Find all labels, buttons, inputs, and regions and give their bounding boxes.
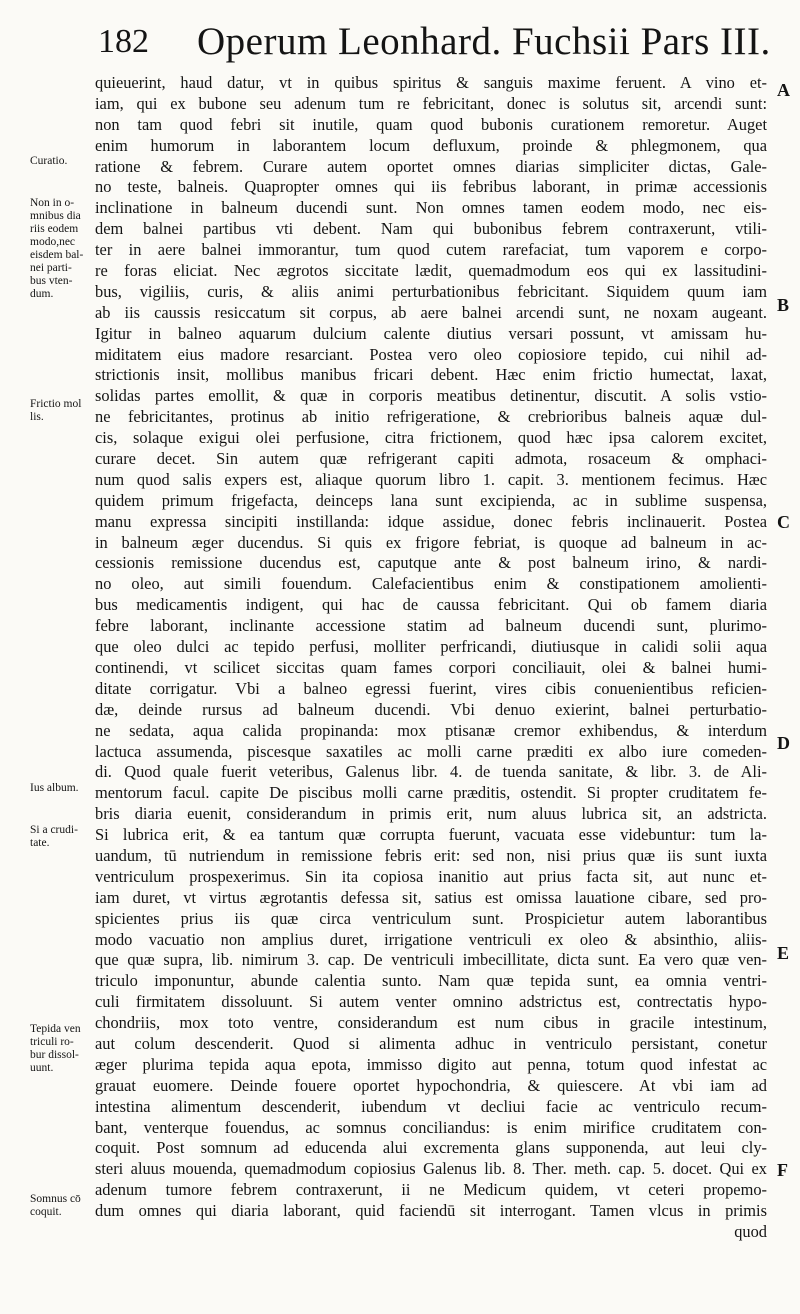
text-line: miditatem eius madore resarciant. Postea vero oleo copiosiore tepido, cui nihil ad- <box>95 344 767 364</box>
text-line: ditate corrigatur. Vbi a balneo egressi fuerint, vires cibis conuenientibus reficien- <box>95 678 767 698</box>
body-text <box>95 73 767 1303</box>
margin-note-line: riis eodem <box>30 223 79 235</box>
text-line: ter in aere balnei immorantur, tum quod cutem rarefaciat, tum vaporem e corpo- <box>95 240 767 260</box>
text-line: re foras eliciat. Nec ægrotos siccitate lædit, quemadmodum eos qui ex lassitudini- <box>95 261 767 281</box>
text-line: bus, vigiliis, curis, & aliis animi perturbationibus febricitant. Siquidem quum iam <box>95 281 767 301</box>
text-line: ratione & febrem. Curare autem oportet omnes diarias simpliciter dictas, Gale- <box>95 156 767 176</box>
section-letter: A <box>777 80 790 100</box>
margin-note <box>30 1023 100 1075</box>
text-line: in balneum æger ducendus. Si quis ex frigore febriat, is quoque ad balneum in ac- <box>95 532 767 552</box>
text-line: triculo imponuntur, abunde calentia sunto. Nam quæ tepida sunt, ea omnia ventri- <box>95 971 767 991</box>
text-line: curare decet. Sin autem quæ refrigerant capiti admota, rosaceum & omphaci- <box>95 449 767 469</box>
margin-note-line: Somnus cō <box>30 1193 81 1205</box>
text-line: Si lubrica erit, & ea tantum quæ corrupta fuerunt, vacuata esse videbuntur: tum la- <box>95 825 767 845</box>
text-line: dum omnes qui diaria laborant, quid faciendū sit interrogant. Tamen vlcus in primis <box>95 1201 767 1221</box>
text-line: que oleo dulci ac tepido perfusi, molliter perfricandi, diutiusque in calidi solii aqua <box>95 637 767 657</box>
text-line: lactuca assumenda, piscesque saxatiles ac molli carne præditi ex albo iure comeden- <box>95 741 767 761</box>
margin-note-line: tate. <box>30 837 50 849</box>
text-line: iam, qui ex bubone seu adenum tum re febricitant, donec is solutus sit, arcendi sunt: <box>95 93 767 113</box>
text-line: mentorum facul. capite De piscibus molli carne præditis, ostendit. Si propter cruditatem fe- <box>95 783 767 803</box>
margin-note-line: Frictio mol <box>30 398 82 410</box>
section-letter: F <box>777 1160 788 1180</box>
margin-note-line: triculi ro- <box>30 1036 74 1048</box>
text-line: spicientes prius iis quæ circa ventriculum sunt. Prospicietur autem laborantibus <box>95 908 767 928</box>
section-letter: B <box>777 295 790 315</box>
margin-note <box>30 824 100 850</box>
text-line: æger plurima tepida aqua epota, immisso digito aut penna, totum quod infestat ac <box>95 1054 767 1074</box>
margin-notes <box>0 0 90 1314</box>
text-line: adenum tumore febrem contraxerunt, ii ne Medicum quidem, vt ceteri propemo- <box>95 1180 767 1200</box>
page-header <box>92 18 792 70</box>
text-line: bris diaria euenit, considerandum in primis erit, num aluus lubrica sit, an adstricta. <box>95 804 767 824</box>
text-line: quod <box>734 1221 767 1241</box>
margin-note-line: Non in o- <box>30 197 75 209</box>
text-line: ne febricitantes, protinus ab initio refrigeratione, & crebrioribus balneis aquæ dul- <box>95 407 767 427</box>
text-line: num quod salis expers est, aliaque quorum libro 1. capit. 3. mentionem fecimus. Hæc <box>95 469 767 489</box>
margin-note-line: lis. <box>30 411 44 423</box>
margin-note-line: modo,nec <box>30 236 76 248</box>
text-line: enim humorum in laborantem locum defluxum, proinde & phlegmonem, qua <box>95 135 767 155</box>
page-number: 182 <box>98 23 149 60</box>
margin-note-line: dum. <box>30 288 54 300</box>
text-line: intestina alimentum descenderit, iubendum vt decliui facie ac ventriculo recum- <box>95 1096 767 1116</box>
margin-note-line: bur dissol- <box>30 1049 79 1061</box>
text-line: bant, venterque fouendus, ac somnus conciliandus: is enim mirifice cruditatem con- <box>95 1117 767 1137</box>
text-line: aut colum descenderit. Quod si alimenta adhuc in ventriculo persistant, conetur <box>95 1033 767 1053</box>
text-line: non tam quod febri sit inutile, quam quod bubonis curationem remoretur. Auget <box>95 114 767 134</box>
margin-note-line: Si a crudi- <box>30 824 78 836</box>
margin-note-line: bus vten- <box>30 275 73 287</box>
text-line: no teste, balneis. Quapropter omnes qui iis febribus laborant, in primæ accessionis <box>95 177 767 197</box>
text-line: dæ, deinde rursus ad balneum ducendi. Vbi denuo exierint, balnei perturbatio- <box>95 699 767 719</box>
text-line: solidas partes emollit, & quæ in corporis meatibus detinentur, discutit. A solis vstio- <box>95 386 767 406</box>
margin-note-line: Tepida ven <box>30 1023 81 1035</box>
section-letter: D <box>777 733 790 753</box>
running-head: Operum Leonhard. Fuchsii Pars III. <box>197 20 771 63</box>
text-line: inclinatione in balneum ducendi sunt. Non omnes tamen eodem modo, nec eis- <box>95 198 767 218</box>
margin-note <box>30 398 100 424</box>
margin-note-line: coquit. <box>30 1206 62 1218</box>
margin-note-line: Curatio. <box>30 155 68 167</box>
text-line: quidem primum frigefacta, deinceps lana sunt excipienda, ac in sublime suspensa, <box>95 490 767 510</box>
text-line: que quæ supra, lib. nimirum 3. cap. De ventriculi imbecillitate, dicta sunt. Ea vero quæ ven- <box>95 950 767 970</box>
margin-note-line: uunt. <box>30 1062 54 1074</box>
margin-note <box>30 197 100 301</box>
text-line: uandum, tū nutriendum in remissione febris erit: sed non, nisi prius quæ iis sunt iuxta <box>95 845 767 865</box>
text-line: steri aluus mouenda, quemadmodum copiosius Galenus lib. 8. Ther. meth. cap. 5. docet. Qui ex <box>95 1159 767 1179</box>
text-line: ne sedata, aqua calida propinanda: mox ptisanæ cremor exhibendus, & interdum <box>95 720 767 740</box>
text-line: continendi, vt scilicet siccitas quam fames corpori conciliauit, olei & balnei humi- <box>95 657 767 677</box>
margin-note <box>30 782 100 795</box>
margin-note-line: Ius album. <box>30 782 79 794</box>
margin-note <box>30 155 100 168</box>
section-letter: C <box>777 512 790 532</box>
text-line: cis, solaque exigui olei perfusione, citra frictionem, quod hæc ipsa calorem excitet, <box>95 428 767 448</box>
text-line: Igitur in balneo aquarum dulcium calente diutius versari possunt, vt amissam hu- <box>95 323 767 343</box>
margin-note-line: eisdem bal- <box>30 249 84 261</box>
text-line: iam duret, vt virtus ægrotantis defessa sit, satius est omissa lauatione cibare, sed pro- <box>95 887 767 907</box>
margin-note-line: nei parti- <box>30 262 72 274</box>
text-line: febre laborant, inclinante accessione statim ad balneum ducendi sunt, plurimo- <box>95 616 767 636</box>
text-line: strictionis insit, mollibus manibus fricari debent. Hæc enim frictio humectat, laxat, <box>95 365 767 385</box>
text-line: culi firmitatem dissoluunt. Si autem venter omnino adstrictus est, contrectatis hypo- <box>95 992 767 1012</box>
text-line: ab iis caussis resiccatum sit corpus, ab aere balnei arcendi sunt, ne noxam augeant. <box>95 302 767 322</box>
text-line: no oleo, aut simili fouendum. Calefacientibus enim & constipationem amolienti- <box>95 574 767 594</box>
text-line: chondriis, mox toto ventre, considerandum est num cibus in gracile intestinum, <box>95 1013 767 1033</box>
margin-note <box>30 1193 100 1219</box>
text-line: di. Quod quale fuerit veteribus, Galenus libr. 4. de tuenda sanitate, & libr. 3. de Ali- <box>95 762 767 782</box>
text-line: cessionis remissione ducendus est, caputque ante & post balneum irino, & nardi- <box>95 553 767 573</box>
text-line: coquit. Post somnum ad educenda alui excrementa glans supponenda, aut leui cly- <box>95 1138 767 1158</box>
text-line: bus medicamentis indigent, qui hac de caussa febricitant. Qui ob famem diaria <box>95 595 767 615</box>
text-line: modo vacuatio non amplius duret, irrigatione ventriculi ex oleo & absinthio, aliis- <box>95 929 767 949</box>
margin-note-line: mnibus dia <box>30 210 81 222</box>
section-letter: E <box>777 943 790 963</box>
text-line: quieuerint, haud datur, vt in quibus spiritus & sanguis maxime feruent. A vino et- <box>95 73 767 92</box>
text-line: dem balnei partibus vti debent. Nam qui bubonibus febrem contraxerunt, vtili- <box>95 219 767 239</box>
text-line: manu expressa sincipiti instillanda: idque assidue, donec febris inclinauerit. Postea <box>95 511 767 531</box>
text-line: grauat euomere. Deinde fouere oportet hypochondria, & quiescere. At vbi iam ad <box>95 1075 767 1095</box>
text-line: ventriculum prospexerimus. Sin ita copiosa inanitio aut prius facta sit, aut nunc et- <box>95 866 767 886</box>
